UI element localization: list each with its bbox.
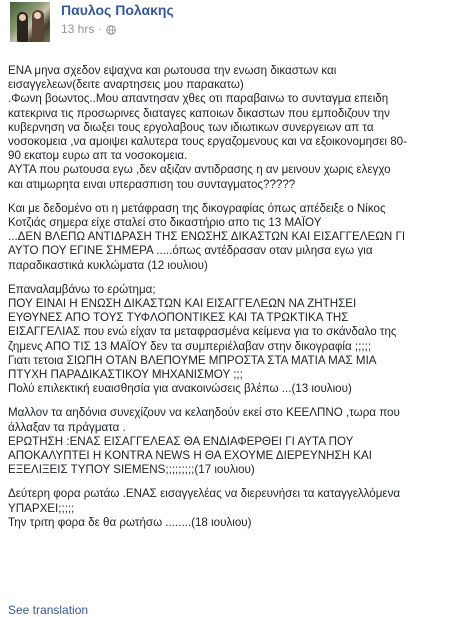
post-paragraph: Δεύτερη φορα ρωτάω .ΕΝΑΣ εισαγγελέας να διερευνήσει τα καταγγελλόμενα ΥΠΑΡΧΕΙ;;;;; Την τριτη φορα δε θα ρωτήσω ........(18 ιουλιου): [8, 487, 401, 529]
avatar-face: [19, 14, 26, 21]
see-translation-link[interactable]: See translation: [8, 603, 89, 617]
avatar-face: [34, 12, 41, 19]
post-paragraph: Και με δεδομένο οτι η μετάφραση της δικογραφίας όπως απέδειξε ο Νίκος Κοτζιάς σημερα είχε σταλεί στο δικαστήριο απο τις 13 ΜΑΪΟΥ ...ΔΕΝ ΒΛΕΠΩ ΑΝΤΙΔΡΑΣΗ ΤΗΣ ΕΝΩΣΗΣ ΔΙΚΑΣΤΩΝ ΚΑΙ ΕΙΣΑΓΓΕΛΕΩΝ ΓΙ ΑΥΤΟ ΠΟΥ ΕΓΙΝΕ ΣΗΜΕΡΑ .....όπως αντέδρασαν οταν μιλησα εγω για παραδικαστικά κυκλώματα (12 ιουλιου): [8, 201, 406, 272]
post-body: [8, 64, 444, 540]
post-meta: [61, 22, 116, 36]
meta-separator: ·: [98, 23, 102, 35]
post-paragraph: Επαναλαμβάνω το ερώτημα; ΠΟΥ ΕΙΝΑΙ Η ΕΝΩΣΗ ΔΙΚΑΣΤΩΝ ΚΑΙ ΕΙΣΑΓΓΕΛΕΩΝ ΝΑ ΖΗΤΗΣΕΙ ΕΥΘΥΝΕΣ ΑΠΟ ΤΟΥΣ ΤΥΦΛΟΠΟΝΤΙΚΕΣ ΚΑΙ ΤΑ ΤΡΩΚΤΙΚΑ ΤΗΣ ΕΙΣΑΓΓΕΛΙΑΣ που ενώ είχαν τα μεταφρασμένα κείμενα για το σκάνδαλο της ζημενς ΑΠΟ ΤΙΣ 13 ΜΑΪΟΥ δεν τα συμπεριέλαβαν στην δικογραφία ;;;;; Γιατι τετοια ΣΙΩΠΗ ΟΤΑΝ ΒΛΕΠΟΥΜΕ ΜΠΡΟΣΤΑ ΣΤΑ ΜΑΤΙΑ ΜΑΣ ΜΙΑ ΠΤΥΧΗ ΠΑΡΑΔΙΚΑΣΤΙΚΟΥ ΜΗΧΑΝΙΣΜΟΥ ;;; Πολύ επιλεκτική ευαισθησία για ανακοινώσεις βλέπω ...(13 ιουλιου): [8, 282, 397, 396]
post-paragraph: Μαλλον τα αηδόνια συνεχίζουν να κελαηδούν εκεί στο ΚΕΕΛΠΝΟ ,τωρα που άλλαξαν τα πράγματα . ΕΡΩΤΗΣΗ :ΕΝΑΣ ΕΙΣΑΓΓΕΛΕΑΣ ΘΑ ΕΝΔΙΑΦΕΡΘΕΙ ΓΙ ΑΥΤΑ ΠΟΥ ΑΠΟΚΑΛΥΠΤΕΙ Η KONTRA NEWS Η ΘΑ ΕΧΟΥΜΕ ΔΙΕΡΕΥΝΗΣΗ ΚΑΙ ΕΞΕΛΙΞΕΙΣ ΤΥΠΟΥ SIEMENS;;;;;;;;;(17 ιουλιου): [8, 406, 400, 477]
post-header: [8, 0, 444, 60]
globe-icon[interactable]: [106, 24, 116, 34]
author-name[interactable]: Παυλος Πολακης: [61, 2, 174, 18]
avatar[interactable]: [10, 2, 50, 42]
post-paragraph: ΕΝΑ μηνα σχεδον εψαχνα και ρωτουσα την ενωση δικαστων και εισαγγελεων(δειτε αναρτησεις μου παρακατω) .Φωνη βοωντος..Μου απαντησαν χθες οτι παραβαινω το συνταγμα επειδη κατεκρινα τις προσωρινες διαταγες καποιων δικαστων που εμποδιζουν την κυβερνηση να διωξει τους εργολαβους των ιδιωτικων συνεργειων απ τα νοσοκομεια ,να αμοιψει καλυτερα τους εργαζομενους και να εξοικονομησει 80- 90 εκατομ ευρω απ τα νοσοκομεια. ΑΥΤΑ που ρωτουσα εγω ,δεν αξιζαν αντιδρασης η αν μεινουν χωρις ελεγχο και ατιμωρητα ειναι υπερασπιση του συνταγματος?????: [8, 64, 407, 191]
post-timestamp[interactable]: 13 hrs: [61, 22, 95, 36]
